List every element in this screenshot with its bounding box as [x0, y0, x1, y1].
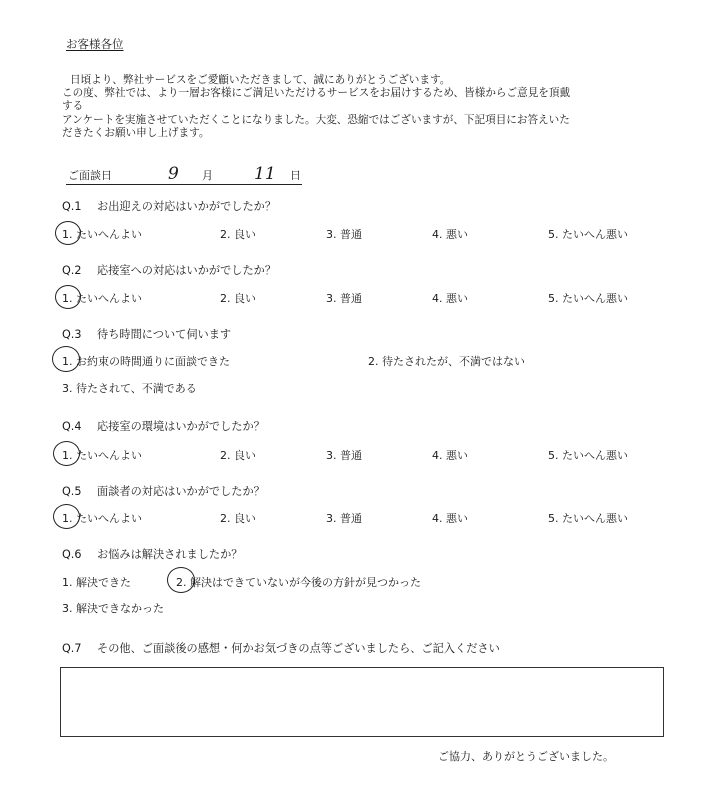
question-6 [62, 546, 243, 562]
question-number: Q.4 [62, 420, 82, 433]
question-7 [62, 640, 500, 656]
q6-option-1[interactable]: 1. 解決できた [62, 576, 131, 589]
q2-option-2[interactable]: 2. 良い [220, 292, 256, 305]
q2-option-3[interactable]: 3. 普通 [326, 292, 362, 305]
q5-option-4[interactable]: 4. 悪い [432, 512, 468, 525]
intro-line: だきたくお願い申し上げます。 [62, 126, 210, 139]
q4-option-1[interactable]: 1. たいへんよい [62, 449, 142, 462]
q6-option-2[interactable]: 2. 解決はできていないが今後の方針が見つかった [176, 576, 421, 589]
question-text: お悩みは解決されましたか？ [97, 548, 243, 561]
question-text: 応接室への対応はいかがでしたか？ [97, 264, 277, 277]
month-handwritten-value: 9 [168, 164, 179, 184]
q4-option-5[interactable]: 5. たいへん悪い [548, 449, 628, 462]
question-4 [62, 418, 265, 434]
q2-option-4[interactable]: 4. 悪い [432, 292, 468, 305]
intro-line: 日頃より、弊社サービスをご愛顧いただきまして、誠にありがとうございます。 [70, 74, 451, 86]
question-number: Q.2 [62, 264, 82, 277]
question-5 [62, 483, 265, 499]
q2-option-5[interactable]: 5. たいへん悪い [548, 292, 628, 305]
question-number: Q.1 [62, 200, 82, 213]
intro-line: アンケートを実施させていただくことになりました。大変、恐縮ではございますが、下記項目にお答えいた [62, 113, 570, 126]
q5-option-2[interactable]: 2. 良い [220, 512, 256, 525]
question-1 [62, 198, 276, 214]
q2-option-1[interactable]: 1. たいへんよい [62, 292, 142, 305]
question-text: その他、ご面談後の感想・何かお気づきの点等ございましたら、ご記入ください [97, 642, 500, 655]
q3-option-3[interactable]: 3. 待たされて、不満である [62, 382, 197, 395]
q1-option-3[interactable]: 3. 普通 [326, 228, 362, 241]
document-title: お客様各位 [66, 37, 124, 51]
q3-option-2[interactable]: 2. 待たされたが、不満ではない [368, 355, 525, 368]
q4-option-3[interactable]: 3. 普通 [326, 449, 362, 462]
intro-line: する [62, 100, 84, 113]
question-number: Q.6 [62, 548, 82, 561]
question-number: Q.5 [62, 485, 82, 498]
thank-you-message: ご協力、ありがとうございました。 [438, 750, 614, 763]
question-2 [62, 262, 276, 278]
day-unit: 日 [290, 169, 301, 182]
q1-option-4[interactable]: 4. 悪い [432, 228, 468, 241]
q3-option-1[interactable]: 1. お約束の時間通りに面談できた [62, 355, 230, 368]
q4-option-2[interactable]: 2. 良い [220, 449, 256, 462]
q1-option-1[interactable]: 1. たいへんよい [62, 228, 142, 241]
interview-date-field[interactable] [66, 164, 302, 185]
day-handwritten-value: 11 [254, 164, 276, 184]
question-text: 応接室の環境はいかがでしたか？ [97, 420, 265, 433]
q1-option-2[interactable]: 2. 良い [220, 228, 256, 241]
q5-option-5[interactable]: 5. たいへん悪い [548, 512, 628, 525]
question-text: 面談者の対応はいかがでしたか？ [97, 485, 265, 498]
question-number: Q.3 [62, 328, 82, 341]
question-text: 待ち時間について伺います [97, 328, 232, 341]
intro-paragraph [62, 74, 702, 140]
month-unit: 月 [202, 169, 213, 182]
q1-option-5[interactable]: 5. たいへん悪い [548, 228, 628, 241]
question-3 [62, 326, 231, 342]
question-number: Q.7 [62, 642, 82, 655]
q5-option-3[interactable]: 3. 普通 [326, 512, 362, 525]
question-text: お出迎えの対応はいかがでしたか？ [97, 200, 277, 213]
intro-line: この度、弊社では、より一層お客様にご満足いただけるサービスをお届けするため、皆様からご意見を頂戴 [62, 87, 571, 100]
date-label: ご面談日 [68, 169, 112, 182]
comments-answer-box[interactable] [60, 667, 664, 737]
q6-option-3[interactable]: 3. 解決できなかった [62, 602, 164, 615]
q5-option-1[interactable]: 1. たいへんよい [62, 512, 142, 525]
q4-option-4[interactable]: 4. 悪い [432, 449, 468, 462]
